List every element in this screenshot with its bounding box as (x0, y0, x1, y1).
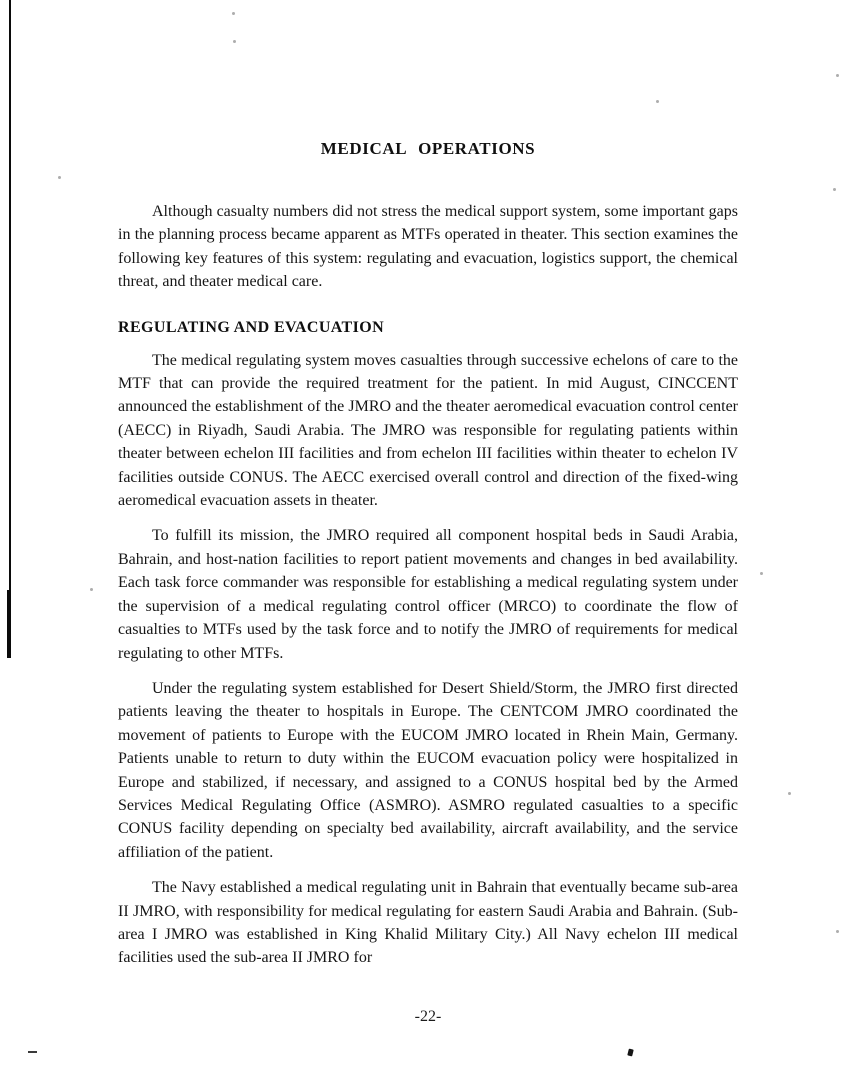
body-paragraph-2: To fulfill its mission, the JMRO required all component hospital beds in Saudi Arabia, Bahrain, and host-nation facilities to report patient movements and changes in bed availability. Each task force commander was responsible for establishing a medical regulating system under the supervision of a medical regulating control officer (MRCO) to coordinate the flow of casualties to MTFs used by the task force and to notify the JMRO of requirements for medical regulating to other MTFs. (118, 527, 738, 662)
scan-speck (760, 572, 763, 575)
page-number: -22- (414, 1008, 442, 1025)
body-paragraph-3: Under the regulating system established for Desert Shield/Storm, the JMRO first directed patients leaving the theater to hospitals in Europe. The CENTCOM JMRO coordinated the movement of patients to Europe with the EUCOM JMRO located in Rhein Main, Germany. Patients unable to return to duty within the EUCOM evacuation policy were hospitalized in Europe and stabilized, if necessary, and assigned to a CONUS hospital bed by the Armed Services Medical Regulating Office (ASMRO). ASMRO regulated casualties to a specific CONUS facility depending on specialty bed availability, aircraft availability, and the service affiliation of the patient. (118, 679, 738, 861)
scan-speck (833, 188, 836, 191)
body-paragraph-1: The medical regulating system moves casualties through successive echelons of care to the MTF that can provide the required treatment for the patient. In mid August, CINCCENT announced the establishment of the JMRO and the theater aeromedical evacuation control center (AECC) in Riyadh, Saudi Arabia. The JMRO was responsible for regulating patients within theater between echelon III facilities and from echelon III facilities within theater to echelon IV facilities outside CONUS. The AECC exercised overall control and direction of the fixed-wing aeromedical evacuation assets in theater. (118, 351, 738, 510)
page-title: MEDICAL OPERATIONS (320, 139, 536, 158)
scan-speck (836, 74, 839, 77)
scan-artifact-dash (28, 1051, 37, 1053)
intro-paragraph: Although casualty numbers did not stress the medical support system, some important gaps in the planning process became apparent as MTFs operated in theater. This section examines the following key features of this system: regulating and evacuation, logistics support, the chemical threat, and theater medical care. (118, 203, 738, 291)
scan-artifact-vertical-line-thick (7, 590, 11, 658)
text-column (118, 0, 738, 970)
scan-artifact-mark (627, 1048, 634, 1056)
scan-artifact-vertical-line (9, 0, 11, 592)
section-heading-regulating-and-evacuation: REGULATING AND EVACUATION (118, 318, 385, 336)
scan-speck (788, 792, 791, 795)
scan-speck (90, 588, 93, 591)
scan-speck (836, 930, 839, 933)
scan-speck (58, 176, 61, 179)
body-paragraph-4: The Navy established a medical regulating unit in Bahrain that eventually became sub-area II JMRO, with responsibility for medical regulating for eastern Saudi Arabia and Bahrain. (Sub-area I JMRO was established in King Khalid Military City.) All Navy echelon III medical facilities used the sub-area II JMRO for (118, 879, 738, 967)
